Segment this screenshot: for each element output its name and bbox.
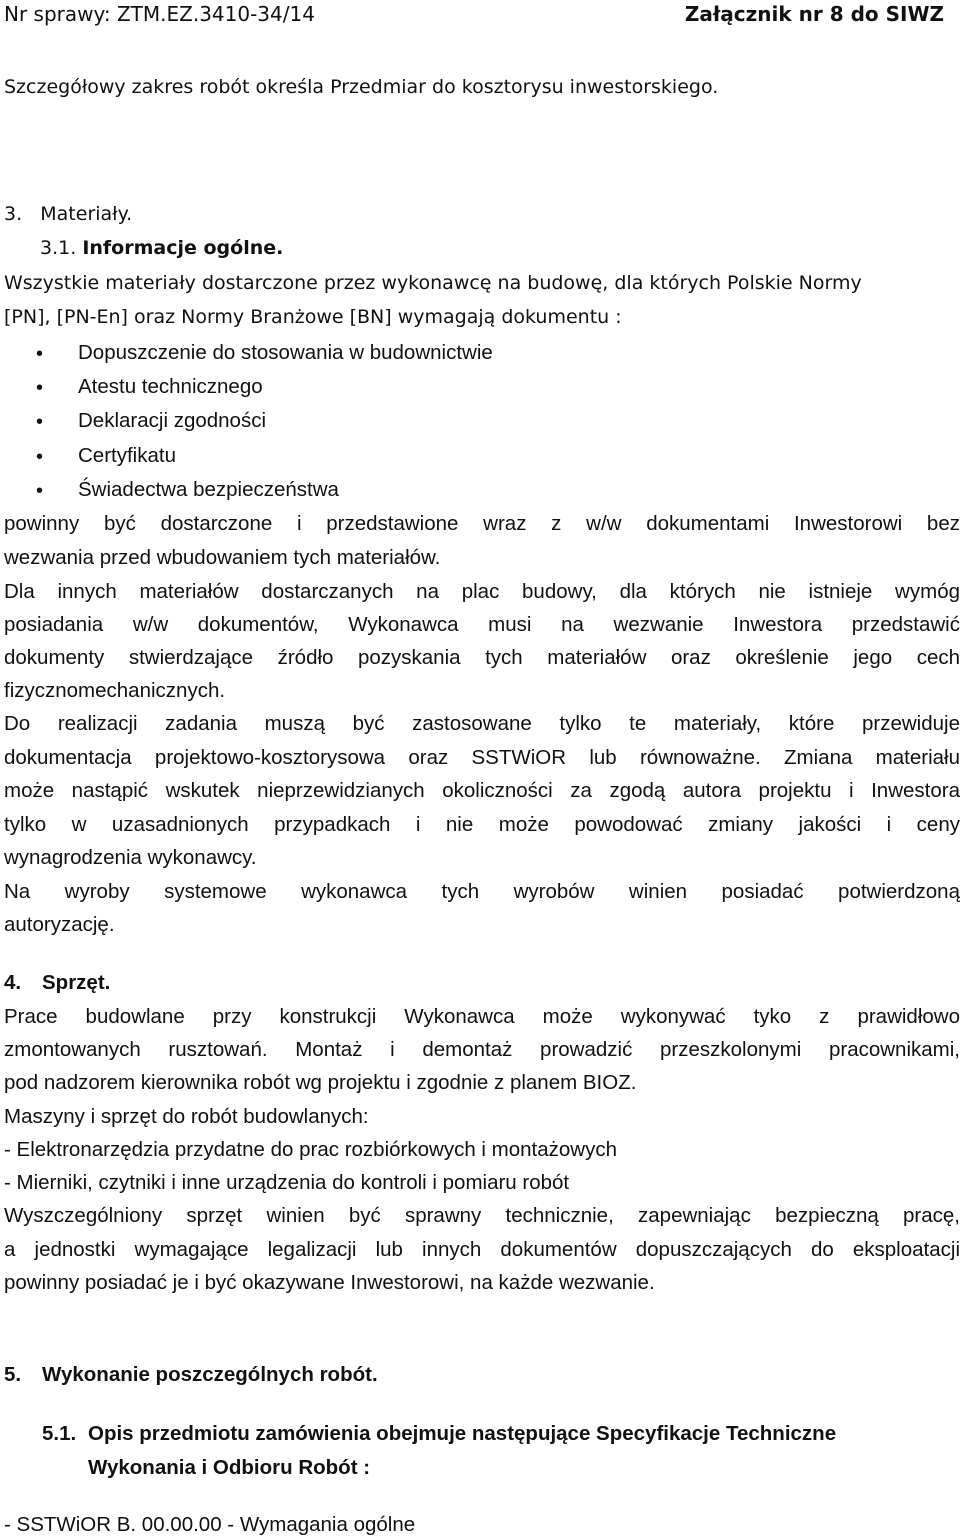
section-3-1-title: Informacje ogólne. (82, 237, 284, 259)
list-item: Deklaracji zgodności (78, 409, 267, 432)
intro-text: Szczegółowy zakres robót określa Przedmiar do kosztorysu inwestorskiego. (4, 76, 719, 98)
section-3-1-heading (40, 236, 960, 260)
list-item: Świadectwa bezpieczeństwa (78, 478, 339, 501)
section-4-number: 4. (4, 971, 22, 994)
section-3-title: Materiały. (40, 203, 133, 225)
paragraph-line: Wyszczególniony sprzęt winien być sprawny technicznie, zapewniając bezpieczną pracę, (4, 1204, 960, 1227)
attachment-label: Załącznik nr 8 do SIWZ (684, 2, 944, 26)
page-header (4, 2, 944, 26)
section-5-title: Wykonanie poszczególnych robót. (42, 1363, 378, 1386)
paragraph-line: wezwania przed wbudowaniem tych materiałów. (4, 546, 441, 569)
paragraph-line: a jednostki wymagające legalizacji lub innych dokumentów dopuszczających do eksploatacji (4, 1238, 960, 1261)
section-5-1-title-line: Opis przedmiotu zamówienia obejmuje następujące Specyfikacje Techniczne (88, 1422, 837, 1445)
materials-text-line: Wszystkie materiały dostarczone przez wykonawcę na budowę, dla których Polskie Normy (4, 272, 862, 294)
paragraph-line: Maszyny i sprzęt do robót budowlanych: (4, 1105, 369, 1128)
spec-list-item: - SSTWiOR B. 00.00.00 - Wymagania ogólne (4, 1513, 416, 1536)
paragraph-line: Prace budowlane przy konstrukcji Wykonawca może wykonywać tyko z prawidłowo (4, 1005, 960, 1028)
paragraph-line: autoryzację. (4, 913, 115, 936)
paragraph-line: Do realizacji zadania muszą być zastosowane tylko te materiały, które przewiduje (4, 712, 960, 735)
list-item: Atestu technicznego (78, 375, 263, 398)
paragraph-line: wynagrodzenia wykonawcy. (4, 846, 257, 869)
paragraph-line: powinny posiadać je i być okazywane Inwestorowi, na każde wezwanie. (4, 1271, 655, 1294)
list-item: Dopuszczenie do stosowania w budownictwie (78, 341, 493, 364)
section-3-heading (4, 202, 960, 226)
paragraph-line: - Elektronarzędzia przydatne do prac rozbiórkowych i montażowych (4, 1138, 617, 1161)
section-5-1-title-line: Wykonania i Odbioru Robót : (88, 1456, 371, 1479)
paragraph-line: pod nadzorem kierownika robót wg projektu i zgodnie z planem BIOZ. (4, 1071, 637, 1094)
paragraph-line: dokumentacja projektowo-kosztorysowa oraz SSTWiOR lub równoważne. Zmiana materiału (4, 746, 960, 769)
section-5-number: 5. (4, 1363, 22, 1386)
bullet-icon: • (36, 480, 44, 502)
bullet-icon: • (36, 446, 44, 468)
paragraph-line: - Mierniki, czytniki i inne urządzenia do kontroli i pomiaru robót (4, 1171, 570, 1194)
bullet-icon: • (36, 411, 44, 433)
case-number: Nr sprawy: ZTM.EZ.3410-34/14 (4, 2, 315, 26)
paragraph-line: posiadania w/w dokumentów, Wykonawca musi na wezwanie Inwestora przedstawić (4, 613, 960, 636)
bullet-icon: • (36, 343, 44, 365)
section-4-title: Sprzęt. (42, 971, 111, 994)
paragraph-line: powinny być dostarczone i przedstawione wraz z w/w dokumentami Inwestorowi bez (4, 512, 960, 535)
paragraph-line: Dla innych materiałów dostarczanych na plac budowy, dla których nie istnieje wymóg (4, 580, 960, 603)
bullet-icon: • (36, 377, 44, 399)
materials-text-line: [PN], [PN-En] oraz Normy Branżowe [BN] wymagają dokumentu : (4, 306, 622, 328)
paragraph-line: tylko w uzasadnionych przypadkach i nie może powodować zmiany jakości i ceny (4, 813, 960, 836)
paragraph-line: fizycznomechanicznych. (4, 679, 226, 702)
list-item: Certyfikatu (78, 444, 176, 467)
section-3-number: 3. (4, 203, 23, 225)
section-5-1-number: 5.1. (42, 1422, 77, 1445)
paragraph-line: dokumenty stwierdzające źródło pozyskania tych materiałów oraz określenie jego cech (4, 646, 960, 669)
paragraph-line: zmontowanych rusztowań. Montaż i demontaż prowadzić przeszkolonymi pracownikami, (4, 1038, 960, 1061)
section-3-1-number: 3.1. (40, 237, 77, 259)
paragraph-line: może nastąpić wskutek nieprzewidzianych okoliczności za zgodą autora projektu i Inwestora (4, 779, 960, 802)
paragraph-line: Na wyroby systemowe wykonawca tych wyrobów winien posiadać potwierdzoną (4, 880, 960, 903)
